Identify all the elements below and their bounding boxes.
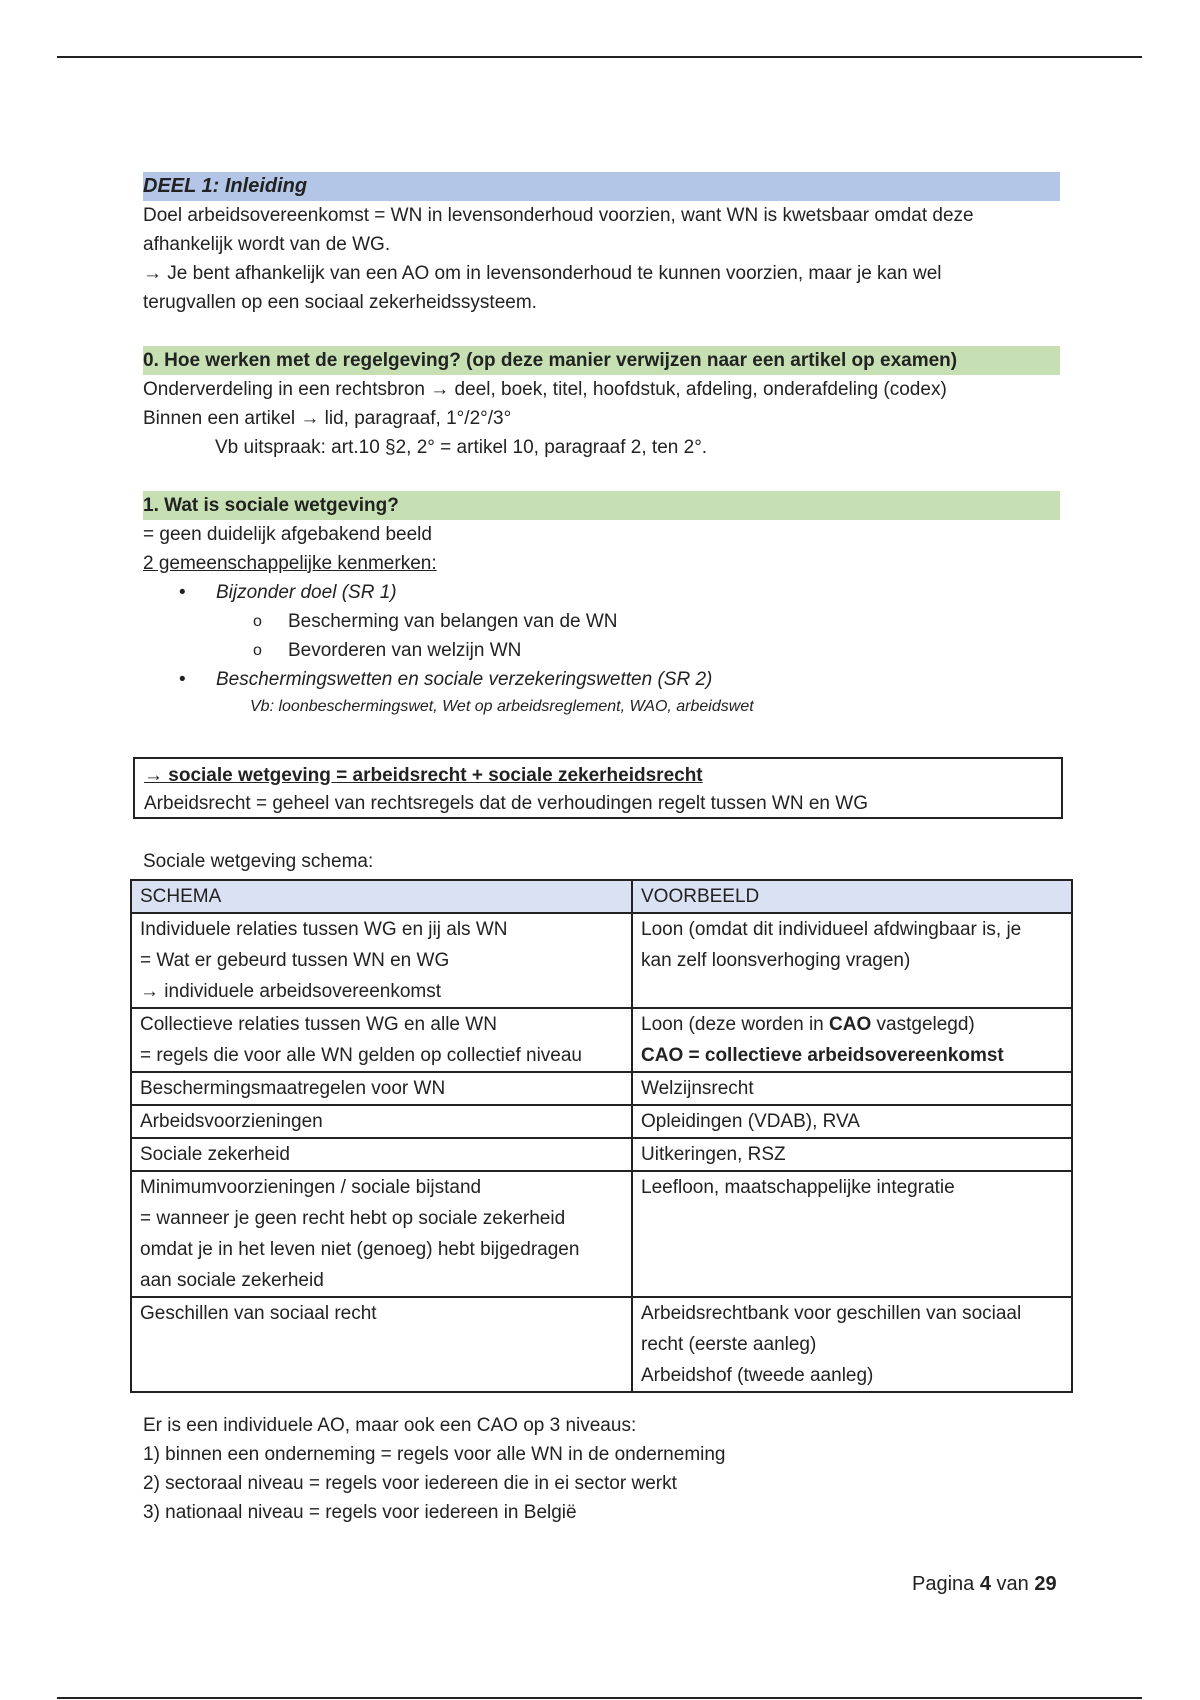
deel1-line: Doel arbeidsovereenkomst = WN in levensonderhoud voorzien, want WN is kwetsbaar omdat deze <box>143 205 974 226</box>
section0-line: Onderverdeling in een rechtsbron → deel, boek, titel, hoofdstuk, afdeling, onderafdeling (codex) <box>143 379 947 400</box>
table-row <box>131 913 1072 1008</box>
levels-line: Er is een individuele AO, maar ook een CAO op 3 niveaus: <box>143 1415 637 1436</box>
table-cell: Sociale zekerheid <box>131 1138 632 1171</box>
table-cell: Opleidingen (VDAB), RVA <box>632 1105 1072 1138</box>
table-cell: Loon (deze worden in CAO vastgelegd) CAO = collectieve arbeidsovereenkomst <box>632 1008 1072 1072</box>
section1-line: = geen duidelijk afgebakend beeld <box>143 524 432 545</box>
table-header-row <box>131 880 1072 913</box>
levels-line: 3) nationaal niveau = regels voor iedereen in België <box>143 1502 577 1523</box>
definition-head: → sociale wetgeving = arbeidsrecht + sociale zekerheidsrecht <box>144 765 703 786</box>
table-row <box>131 1008 1072 1072</box>
list-item: o Bevorderen van welzijn WN <box>143 636 1060 665</box>
deel1-line: afhankelijk wordt van de WG. <box>143 234 391 255</box>
list-item: • Beschermingswetten en sociale verzekeringswetten (SR 2) <box>143 665 1060 694</box>
schema-label: Sociale wetgeving schema: <box>143 851 374 872</box>
table-cell: Geschillen van sociaal recht <box>131 1297 632 1392</box>
table-cell: Minimumvoorzieningen / sociale bijstand = wanneer je geen recht hebt op sociale zekerheid omdat je in het leven niet (genoeg) hebt bijgedragen aan sociale zekerheid <box>131 1171 632 1297</box>
example-line: Vb: loonbeschermingswet, Wet op arbeidsreglement, WAO, arbeidswet <box>250 698 754 715</box>
cao-levels <box>143 1411 726 1527</box>
table-cell: Beschermingsmaatregelen voor WN <box>131 1072 632 1105</box>
document-body <box>143 172 1060 719</box>
levels-line: 1) binnen een onderneming = regels voor alle WN in de onderneming <box>143 1444 726 1465</box>
table-row <box>131 1171 1072 1297</box>
definition-box <box>133 757 1063 819</box>
column-header: SCHEMA <box>131 880 632 913</box>
table-cell: Individuele relaties tussen WG en jij als WN = Wat er gebeurd tussen WN en WG → individuele arbeidsovereenkomst <box>131 913 632 1008</box>
page-number: Pagina 4 van 29 <box>912 1573 1057 1595</box>
header-rule <box>57 56 1142 58</box>
deel1-line: → Je bent afhankelijk van een AO om in levensonderhoud te kunnen voorzien, maar je kan wel <box>143 263 942 284</box>
section1-heading: 1. Wat is sociale wetgeving? <box>143 491 1060 520</box>
list-item: • Bijzonder doel (SR 1) <box>143 578 1060 607</box>
table-row <box>131 1105 1072 1138</box>
table-row <box>131 1297 1072 1392</box>
table-cell: Leefloon, maatschappelijke integratie <box>632 1171 1072 1297</box>
table-cell: Arbeidsrechtbank voor geschillen van sociaal recht (eerste aanleg) Arbeidshof (tweede aanleg) <box>632 1297 1072 1392</box>
section0-line: Binnen een artikel → lid, paragraaf, 1°/2°/3° <box>143 408 512 429</box>
levels-line: 2) sectoraal niveau = regels voor iedereen die in ei sector werkt <box>143 1473 677 1494</box>
table-cell: Uitkeringen, RSZ <box>632 1138 1072 1171</box>
kenmerken-label: 2 gemeenschappelijke kenmerken: <box>143 553 437 574</box>
footer-rule <box>57 1697 1142 1699</box>
table-cell: Welzijnsrecht <box>632 1072 1072 1105</box>
deel1-heading: DEEL 1: Inleiding <box>143 172 1060 201</box>
section0-example: Vb uitspraak: art.10 §2, 2° = artikel 10, paragraaf 2, ten 2°. <box>215 437 708 458</box>
list-item: o Bescherming van belangen van de WN <box>143 607 1060 636</box>
kenmerken-list <box>143 578 1060 719</box>
column-header: VOORBEELD <box>632 880 1072 913</box>
table-cell: Arbeidsvoorzieningen <box>131 1105 632 1138</box>
schema-table <box>130 879 1073 1393</box>
table-cell: Collectieve relaties tussen WG en alle WN = regels die voor alle WN gelden op collectief niveau <box>131 1008 632 1072</box>
section0-heading: 0. Hoe werken met de regelgeving? (op deze manier verwijzen naar een artikel op examen) <box>143 346 1060 375</box>
table-cell: Loon (omdat dit individueel afdwingbaar is, je kan zelf loonsverhoging vragen) <box>632 913 1072 1008</box>
table-row <box>131 1072 1072 1105</box>
table-row <box>131 1138 1072 1171</box>
definition-body: Arbeidsrecht = geheel van rechtsregels dat de verhoudingen regelt tussen WN en WG <box>144 793 868 814</box>
deel1-line: terugvallen op een sociaal zekerheidssysteem. <box>143 292 537 313</box>
